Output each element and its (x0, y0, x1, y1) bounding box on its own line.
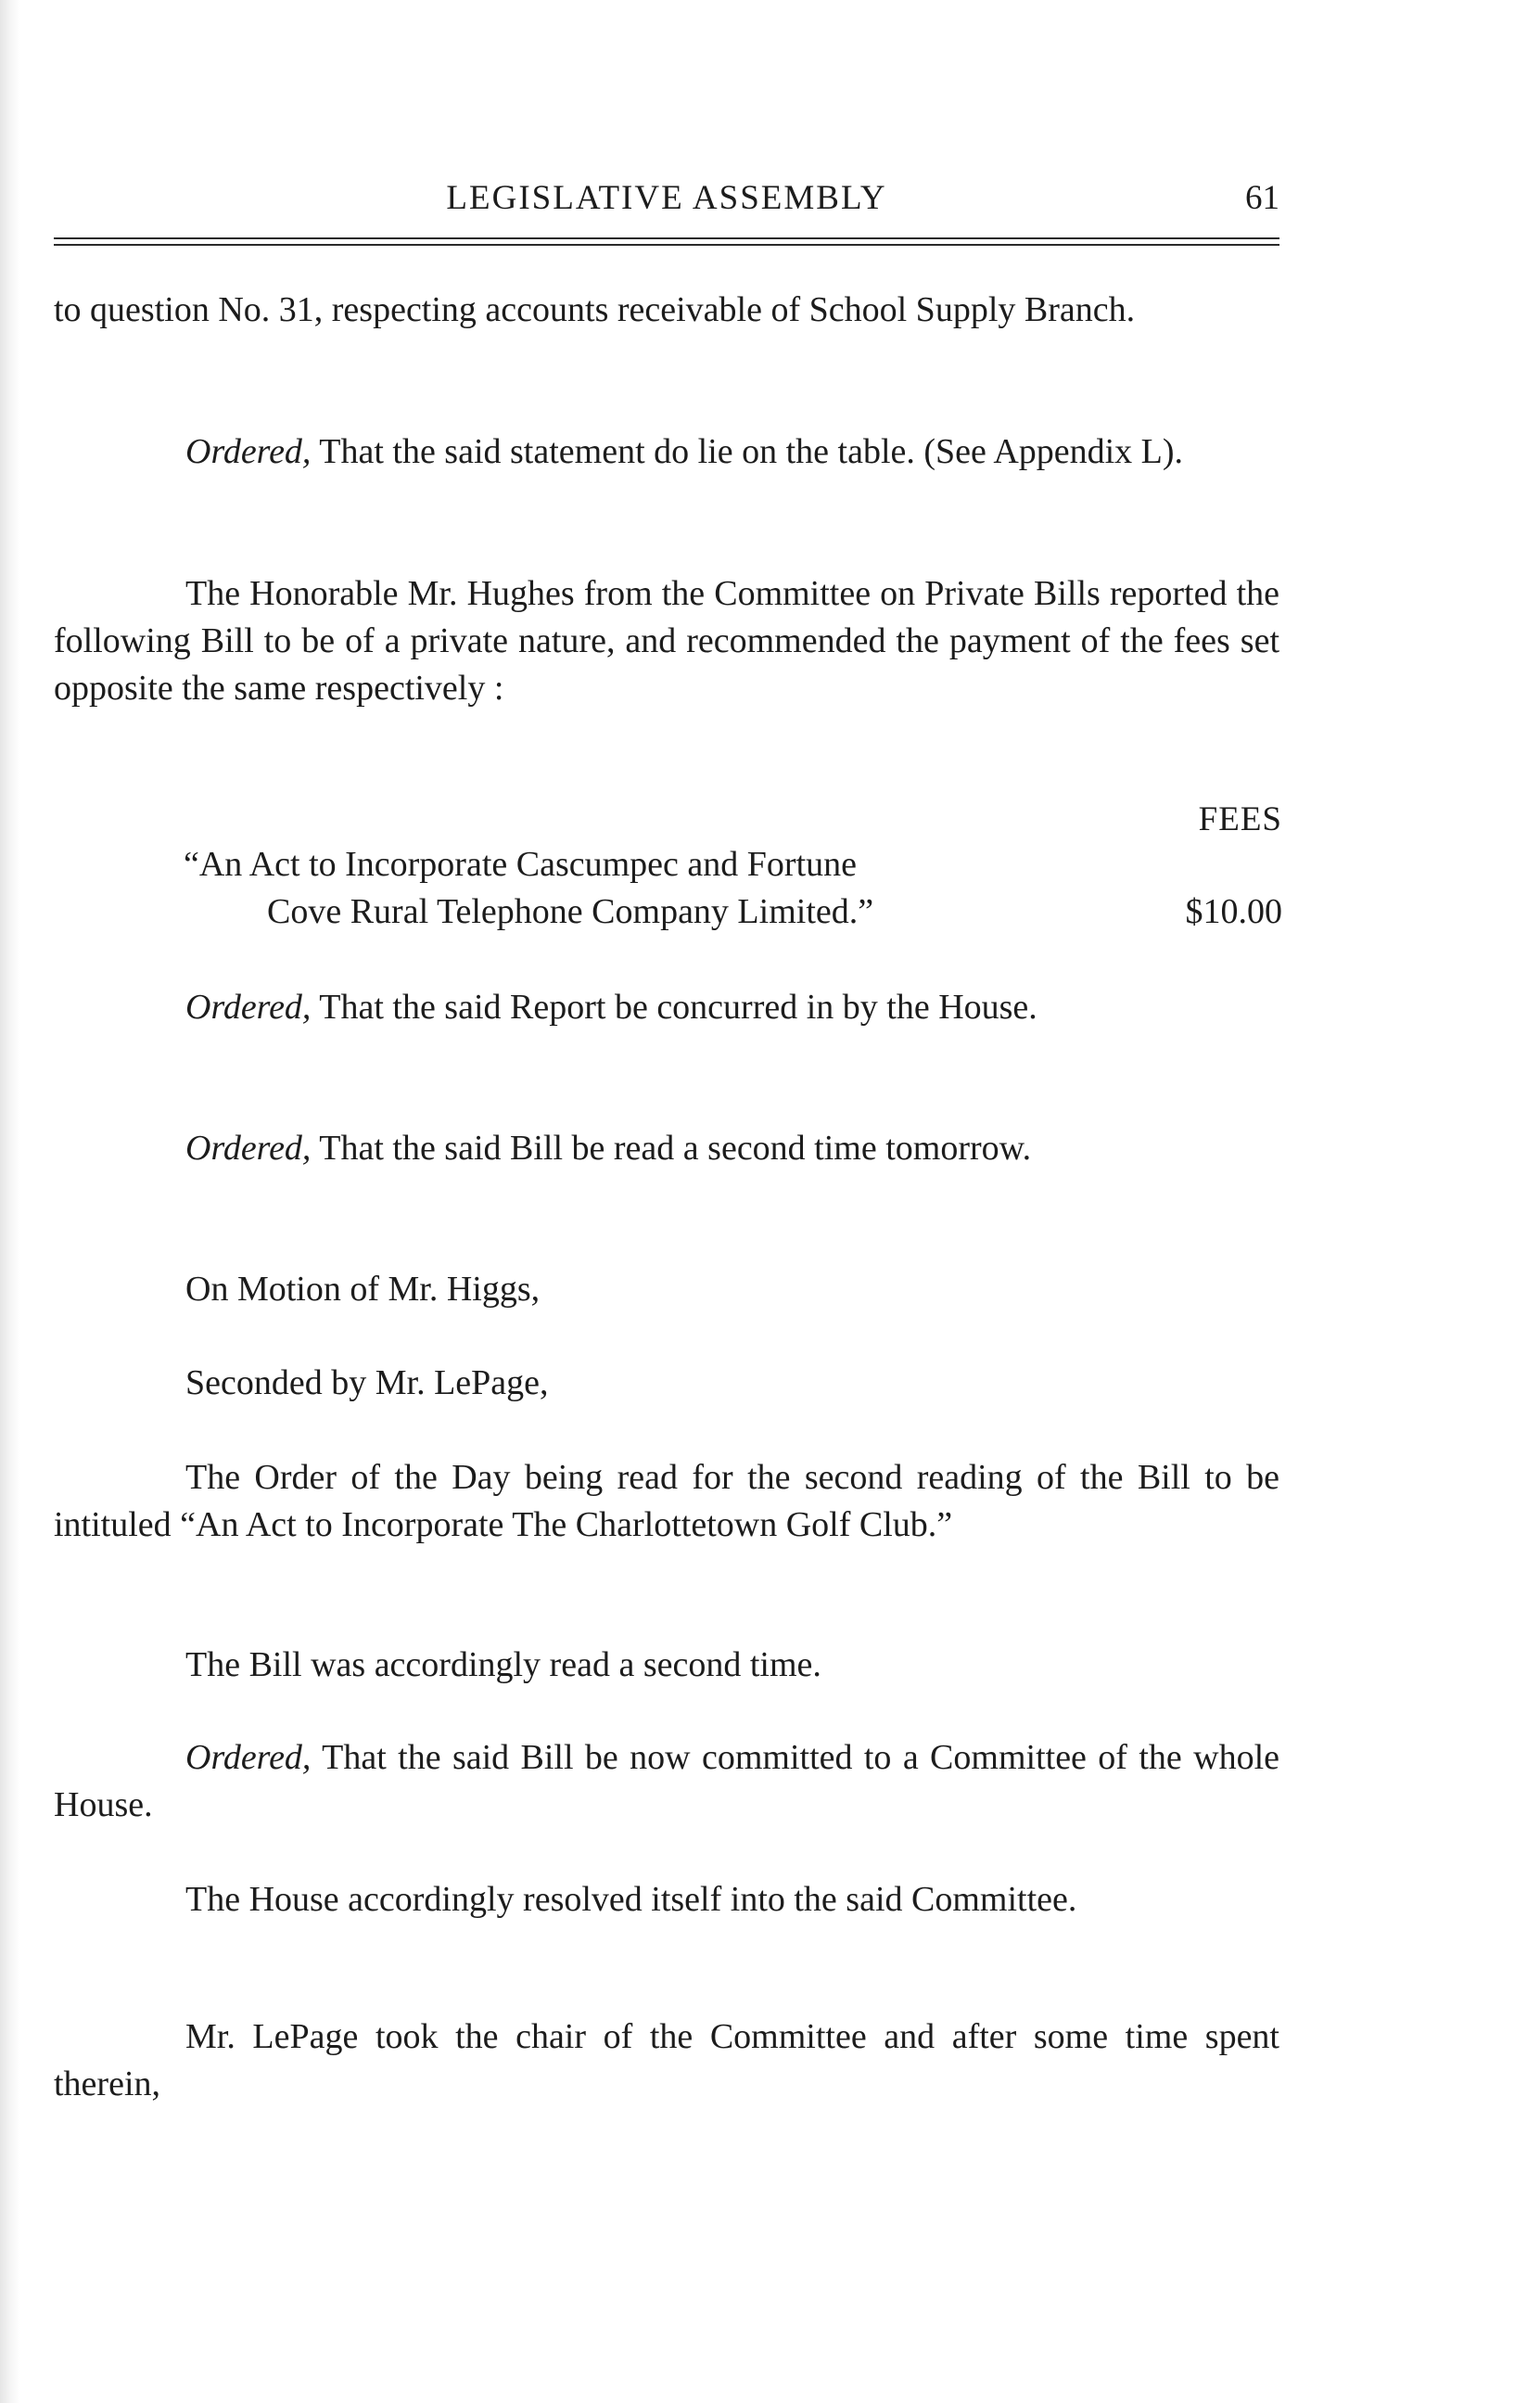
running-head: LEGISLATIVE ASSEMBLY (446, 179, 887, 217)
paragraph-ordered-second-reading (54, 1125, 1279, 1172)
header-rule-bottom (54, 244, 1279, 246)
paragraph-ordered-committed (54, 1734, 1279, 1829)
paragraph-motion: On Motion of Mr. Higgs, (185, 1270, 541, 1309)
paragraph-ordered-concurred (54, 984, 1279, 1031)
page-number: 61 (1245, 179, 1279, 217)
bill-fee-amount: $10.00 (1185, 892, 1282, 931)
bill-title-line-2: Cove Rural Telephone Company Limited.” (267, 892, 874, 931)
paragraph-seconded: Seconded by Mr. LePage, (185, 1363, 549, 1402)
paragraph-order-of-day: The Order of the Day being read for the second reading of the Bill to be intituled “An Act to Incorporate The Charlottetown Golf Club.” (54, 1458, 1279, 1544)
page-header (54, 174, 1279, 230)
paragraph-ordered-statement (54, 428, 1279, 476)
header-rule-top (54, 237, 1279, 239)
paragraph-text: That the said Bill be now committed to a Committee of the whole House. (54, 1738, 1279, 1824)
ordered-label: Ordered, (185, 432, 312, 471)
paragraph-house-resolved: The House accordingly resolved itself into the said Committee. (185, 1880, 1077, 1919)
paragraph-text: That the said Bill be read a second time tomorrow. (311, 1129, 1032, 1168)
fees-heading: FEES (1198, 800, 1282, 838)
paragraph-bill-read: The Bill was accordingly read a second time. (185, 1645, 821, 1684)
paragraph-continuation: to question No. 31, respecting accounts receivable of School Supply Branch. (54, 290, 1136, 329)
ordered-label: Ordered, (185, 1738, 312, 1777)
paragraph-text: That the said Report be concurred in by the House. (311, 988, 1037, 1027)
page-edge-shadow (0, 0, 20, 2403)
paragraph-text: That the said statement do lie on the table. (See Appendix L). (311, 432, 1184, 471)
ordered-label: Ordered, (185, 1129, 312, 1168)
bill-title-line-1: “An Act to Incorporate Cascumpec and Fortune (184, 845, 857, 884)
paragraph-chair: Mr. LePage took the chair of the Committee and after some time spent therein, (54, 2017, 1279, 2103)
paragraph-committee-report: The Honorable Mr. Hughes from the Committee on Private Bills reported the following Bill to be of a private nature, and recommended the payment of the fees set opposite the same respectively : (54, 574, 1279, 708)
ordered-label: Ordered, (185, 988, 312, 1027)
